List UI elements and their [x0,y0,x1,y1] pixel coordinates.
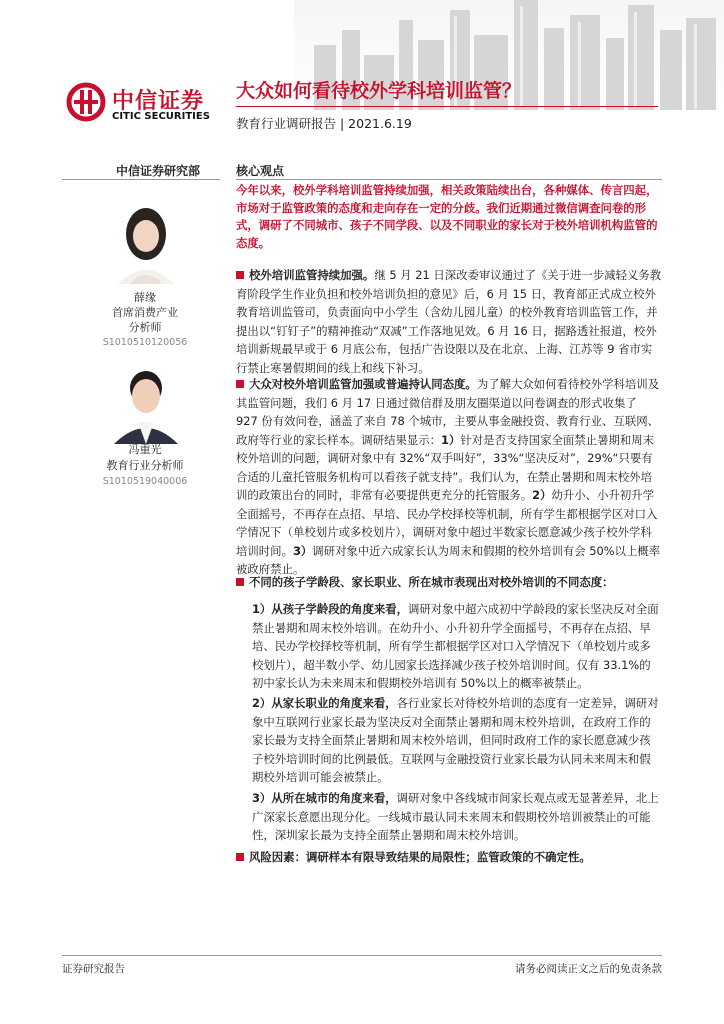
logo-chinese-text: 中信证券 [112,89,205,114]
risk-factors [236,848,662,866]
section-lead: 校外培训监管持续加强。 [249,268,375,282]
analyst-name: 薛缘 [134,291,156,304]
sub-section-lead: 3）从所在城市的角度来看， [252,791,397,805]
sidebar-heading: 中信证券研究部 [116,164,201,178]
section-differences [236,573,662,592]
sub-section-lead: 1）从孩子学龄段的角度来看， [252,602,409,616]
sub-section-body: 调研对象中各线城市间家长观点或无显著差异，北上广深家长意愿出现分化。一线城市最认同未来周末和假期校外培训被禁止的可能性，深圳家长最为支持全面禁止暑期和周末校外培训。 [252,791,659,842]
section-body: 针对是否支持国家全面禁止暑期和周末校外培训的问题，调研对象中有 32%“双手叫好”，33%“坚决反对”，29%“只要有合适的儿童托管服务机构可以看孩子就支持”。我们认为，在禁止暑期和周末校外培训的政策出台的同时，非常有必要提供更充分的托管服务。 [236,432,655,502]
report-title: 大众如何看待校外学科培训监管？ [236,80,522,102]
section-lead: 大众对校外培训监管加强或普遍持认同态度。 [249,377,477,391]
analyst-photo-2 [110,360,182,444]
section-bullet-icon [236,578,244,586]
analyst-name: 冯重光 [128,443,162,456]
footer-disclaimer-link[interactable]: 请务必阅读正文之后的免责条款 [515,963,662,975]
brand-logo [66,80,226,130]
section-lead: 不同的孩子学龄段、家长职业、所在城市表现出对校外培训的不同态度： [249,575,614,589]
analyst-role-line2: 分析师 [128,321,162,334]
analyst-role: 教育行业分析师 [106,459,184,472]
sub-section-body: 调研对象中超六成初中学龄段的家长坚决反对全面禁止暑期和周末校外培训。在幼升小、小升初升学全面摇号，不再存在点招、早培、民办学校择校等机制，所有学生都根据学区对口入学情况下（单校划片或多校划片），超半数小学、幼儿园家长选择减少孩子校外培训时间。仅有 33.1%的初中家长认为未来周末和假期校外培训有 50%以上的概率被禁止。 [252,602,659,690]
item-number: 1） [441,432,461,447]
analyst-license-id: S1010510120056 [102,337,188,348]
section-bullet-icon [236,271,244,279]
analyst-license-id: S1010519040006 [102,476,188,487]
core-summary: 今年以来，校外学科培训监管持续加强，相关政策陆续出台，各种媒体、传言四起，市场对于监管政策的态度和走向存在一定的分歧。我们近期通过微信调查问卷的形式，调研了不同城市、孩子不同学段、以及不同职业的家长对于校外培训机构监管的态度。 [236,183,658,250]
citic-logo-icon [66,82,106,122]
sidebar-heading-rule [62,179,220,180]
sub-section-lead: 2）从家长职业的角度来看， [252,696,397,710]
sub-section-city [252,789,660,845]
logo-english-text: CITIC SECURITIES [112,111,210,122]
risk-text: 风险因素：调研样本有限导致结果的局限性；监管政策的不确定性。 [249,850,591,864]
sub-section-body: 各行业家长对待校外培训的态度有一定差异，调研对象中互联网行业家长最为坚决反对全面禁止暑期和周末校外培训，在政府工作的家长最为支持全面禁止暑期和周末校外培训，但同时政府工作的家长愿意减少孩子校外培训时间的比例最低。互联网与金融投资行业家长最为认同未来周末和假期校外培训可能会被禁止。 [252,696,659,784]
section-supervision [236,266,662,377]
footer-report-type: 证券研究报告 [62,963,125,975]
footer-divider [62,955,662,956]
section-bullet-icon [236,380,244,388]
sub-section-age [252,600,660,693]
section-public-attitude [236,375,662,579]
section-body: 调研对象中近六成家长认为周末和假期的校外培训有会 50%以上概率被政府禁止。 [236,543,661,576]
main-heading: 核心观点 [236,164,285,178]
sub-section-occupation [252,694,660,787]
section-bullet-icon [236,853,244,861]
analyst-role: 首席消费产业 [112,306,178,319]
item-number: 3） [292,543,313,558]
analyst-photo-1 [110,200,182,284]
section-body: 幼升小、小升初升学全面摇号，不再存在点招、早培、民办学校择校等机制，所有学生都根据学区对口入学情况下（单校划片或多校划片），调研对象中超过半数家长愿意减少孩子校外学科培训时间。 [236,488,658,558]
title-divider [236,106,658,107]
item-number: 2） [532,488,552,502]
section-body: 为了解大众如何看待校外学科培训及其监管问题，我们 6 月 17 日通过微信群及朋友圈渠道以问卷调查的形式收集了 927 份有效问卷，涵盖了来自 78 个城市，主要从事金融投资、教育行业、互联网、政府等行业的家长样本。调研结果显示： [236,377,660,447]
report-subtitle: 教育行业调研报告 | 2021.6.19 [236,116,412,131]
section-body: 继 5 月 21 日深改委审议通过了《关于进一步减轻义务教育阶段学生作业负担和校外培训负担的意见》后，6 月 15 日，教育部正式成立校外教育培训监管司，负责面向中小学生（含幼儿园儿童）的校外教育培训监管工作，并提出以“钉钉子”的精神推动“双减”工作落地见效。6 月 16 日，据路透社报道，校外培训新规最早或于 6 月底公布，包括广告设限以及在北京、上海、江苏等 9 省市实行禁止寒暑假期间的线上和线下补习。 [236,268,662,375]
main-heading-rule [236,179,662,180]
